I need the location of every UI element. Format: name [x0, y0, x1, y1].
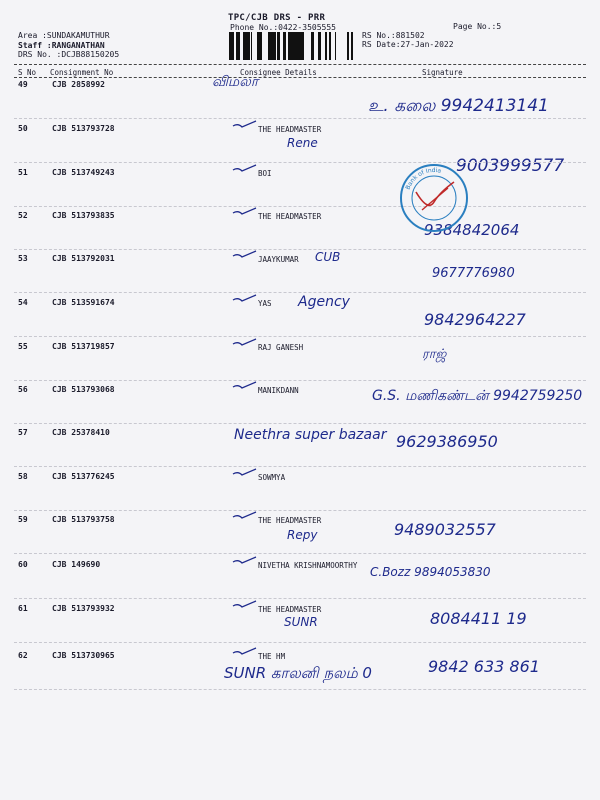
row-consignment-no: CJB 513793758 — [52, 515, 115, 524]
row-sno: 54 — [18, 298, 28, 307]
area-label: Area :SUNDAKAMUTHUR — [18, 31, 110, 40]
row-consignee: BOI — [258, 169, 272, 178]
header-divider — [14, 64, 586, 65]
row-consignee: NIVETHA KRISHNAMOORTHY — [258, 561, 358, 570]
row-consignment-no: CJB 513793728 — [52, 124, 115, 133]
row-divider — [14, 466, 586, 467]
signature-entry: 9003999577 — [456, 156, 565, 176]
row-sno: 56 — [18, 385, 28, 394]
row-divider — [14, 336, 586, 337]
tick-mark — [232, 468, 258, 478]
document-title: TPC/CJB DRS - PRR — [228, 13, 326, 23]
handwritten-note: Rene — [287, 136, 318, 150]
row-consignment-no: CJB 513719857 — [52, 342, 115, 351]
row-sno: 55 — [18, 342, 28, 351]
row-divider — [14, 380, 586, 381]
signature-entry: 9842964227 — [424, 310, 526, 329]
row-sno: 57 — [18, 428, 28, 437]
handwritten-note: SUNR — [284, 615, 318, 629]
row-sno: 52 — [18, 211, 28, 220]
row-sno: 61 — [18, 604, 28, 613]
tick-mark — [232, 556, 258, 566]
row-consignment-no: CJB 2858992 — [52, 80, 105, 89]
row-consignee: THE HEADMASTER — [258, 605, 322, 614]
row-consignment-no: CJB 513730965 — [52, 651, 115, 660]
row-sno: 60 — [18, 560, 28, 569]
rs-date: RS Date:27-Jan-2022 — [362, 40, 454, 49]
col-head-sno: S No — [18, 68, 37, 77]
handwritten-note: SUNR காலனி நலம் 0 — [224, 664, 372, 682]
row-divider — [14, 292, 586, 293]
row-divider — [14, 689, 586, 690]
row-sno: 53 — [18, 254, 28, 263]
row-consignment-no: CJB 149690 — [52, 560, 101, 569]
row-consignment-no: CJB 513591674 — [52, 298, 115, 307]
row-consignee: THE HEADMASTER — [258, 516, 322, 525]
bank-stamp — [398, 162, 470, 234]
tick-mark — [232, 294, 258, 304]
row-consignment-no: CJB 513793932 — [52, 604, 115, 613]
row-sno: 49 — [18, 80, 28, 89]
row-sno: 59 — [18, 515, 28, 524]
tick-mark — [232, 511, 258, 521]
row-consignee: THE HEADMASTER — [258, 125, 322, 134]
row-consignment-no: CJB 25378410 — [52, 428, 110, 437]
phone-number: Phone No.:0422-3505555 — [230, 23, 336, 32]
row-consignee: RAJ GANESH — [258, 343, 304, 352]
signature-entry: C.Bozz 9894053830 — [370, 565, 491, 579]
signature-entry: உ. கலை 9942413141 — [368, 96, 549, 116]
signature-entry: G.S. மணிகண்டன் 9942759250 — [372, 388, 583, 404]
row-sno: 62 — [18, 651, 28, 660]
row-consignee: THE HEADMASTER — [258, 212, 322, 221]
handwritten-note: Agency — [298, 294, 350, 310]
row-divider — [14, 642, 586, 643]
tick-mark — [232, 120, 258, 130]
row-divider — [14, 206, 586, 207]
handwritten-note: விமலா — [212, 74, 259, 90]
row-consignee: MANIKDANN — [258, 386, 299, 395]
handwritten-note: Neethra super bazaar — [234, 427, 387, 443]
rs-number: RS No.:881502 — [362, 31, 425, 40]
row-divider — [14, 553, 586, 554]
tick-mark — [232, 250, 258, 260]
signature-entry: 9842 633 861 — [428, 657, 540, 676]
drs-number: DRS No. :DCJB88150205 — [18, 50, 120, 59]
barcode — [229, 32, 353, 60]
row-divider — [14, 162, 586, 163]
row-divider — [14, 249, 586, 250]
col-head-signature: Signature — [422, 68, 463, 77]
stamp-text: Bank of India — [404, 166, 442, 191]
tick-mark — [232, 647, 258, 657]
tick-mark — [232, 207, 258, 217]
tick-mark — [232, 164, 258, 174]
row-divider — [14, 598, 586, 599]
col-head-consignment: Consignment No — [50, 68, 114, 77]
page-number: Page No.:5 — [453, 22, 502, 31]
row-divider — [14, 423, 586, 424]
row-divider — [14, 118, 586, 119]
tick-mark — [232, 381, 258, 391]
header-divider-bottom — [14, 77, 586, 78]
col-head-consignee: Consignee Details — [240, 68, 317, 77]
row-consignment-no: CJB 513793068 — [52, 385, 115, 394]
handwritten-note: CUB — [315, 250, 341, 264]
tick-mark — [232, 600, 258, 610]
row-consignment-no: CJB 513792031 — [52, 254, 115, 263]
signature-entry: 9384842064 — [424, 221, 520, 239]
row-consignment-no: CJB 513793835 — [52, 211, 115, 220]
staff-label: Staff :RANGANATHAN — [18, 41, 105, 50]
signature-entry: 9677776980 — [432, 266, 515, 281]
row-consignee: SOWMYA — [258, 473, 286, 482]
row-consignee: JAAYKUMAR — [258, 255, 299, 264]
row-consignment-no: CJB 513776245 — [52, 472, 115, 481]
handwritten-note: Repy — [287, 528, 318, 542]
row-consignee: THE HM — [258, 652, 286, 661]
row-sno: 51 — [18, 168, 28, 177]
tick-mark — [232, 338, 258, 348]
signature-entry: 8084411 19 — [430, 609, 527, 628]
row-divider — [14, 510, 586, 511]
row-sno: 58 — [18, 472, 28, 481]
row-consignee: YAS — [258, 299, 272, 308]
signature-entry: 9629386950 — [396, 432, 498, 451]
signature-entry: 9489032557 — [394, 520, 496, 539]
row-consignment-no: CJB 513749243 — [52, 168, 115, 177]
row-sno: 50 — [18, 124, 28, 133]
signature-entry: ராஜ் — [422, 347, 447, 362]
